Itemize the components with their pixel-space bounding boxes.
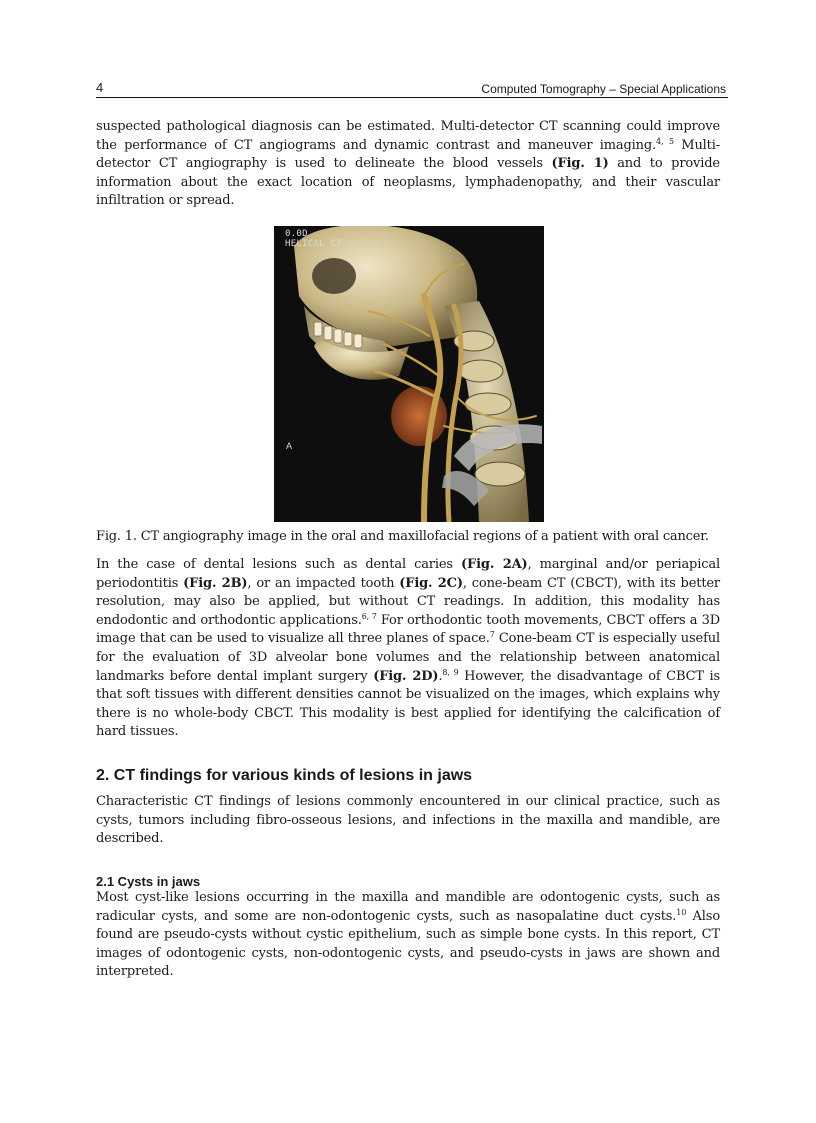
citation-ref: 10: [676, 907, 687, 917]
text-run: Most cyst-like lesions occurring in the maxilla and mandible are odontogenic cysts, such as radicular cysts, and some are non-odontogenic cysts, such as nasopalatine duct cysts.: [96, 890, 720, 924]
text-run: , cone-beam CT (CBCT), with its better resolution, may also be applied, but without CT readings. In addition, this modality has endodontic and orthodontic applications.: [96, 575, 720, 628]
page-number: 4: [96, 80, 104, 95]
text-run: , marginal and/or periapical periodontitis: [96, 557, 720, 591]
paragraph-cysts: [96, 889, 720, 982]
figure-overlay-label: 0.0D: [285, 229, 308, 239]
text-run: and to provide information about the exact location of neoplasms, lymphadenopathy, and their vascular infiltration or spread.: [96, 156, 720, 209]
running-header: [96, 80, 728, 98]
text-run: In the case of dental lesions such as dental caries: [96, 557, 462, 572]
figure-reference: (Fig. 2D): [373, 668, 439, 684]
section-2-heading: 2. CT findings for various kinds of lesions in jaws: [96, 767, 473, 784]
text-run: .: [438, 668, 443, 684]
citation-ref: 8, 9: [442, 667, 459, 677]
text-run: suspected pathological diagnosis can be estimated. Multi-detector CT scanning could improve the performance of CT angiograms and dynamic contrast and maneuver imaging.: [96, 119, 720, 153]
citation-ref: 7: [489, 630, 495, 640]
text-run: Cone-beam CT is especially useful for the evaluation of 3D alveolar bone volumes and the relationship between anatomical landmarks before dental implant surgery: [96, 631, 720, 684]
citation-ref: 4, 5: [656, 136, 675, 146]
figure-1-caption: Fig. 1. CT angiography image in the oral and maxillofacial regions of a patient with oral cancer.: [96, 529, 709, 544]
figure-reference: (Fig. 2B): [183, 575, 248, 591]
text-run: However, the disadvantage of CBCT is that soft tissues with different densities cannot be visualized on the images, which explains why there is no whole-body CBCT. This modality is best applied for identifying the calcification of hard tissues.: [96, 668, 720, 740]
paragraph-cbct: [96, 556, 720, 742]
figure-orientation-marker: A: [286, 441, 293, 451]
figure-reference: (Fig. 2A): [461, 557, 528, 572]
text-run: , or an impacted tooth: [247, 575, 400, 591]
citation-ref: 6, 7: [361, 611, 377, 621]
figure-reference: (Fig. 1): [551, 156, 609, 172]
text-run: Multi-detector CT angiography is used to delineate the blood vessels: [96, 137, 721, 172]
ct-angiography-skull-image: [274, 226, 544, 522]
figure-overlay-label: HELICAL CT: [285, 239, 343, 249]
text-run: For orthodontic tooth movements, CBCT offers a 3D image that can be used to visualize all three planes of space.: [96, 612, 721, 647]
text-run: Also found are pseudo-cysts without cystic epithelium, such as simple bone cysts. In this report, CT images of odontogenic cysts, non-odontogenic cysts, and pseudo-cysts in jaws are shown and interpreted.: [96, 908, 720, 980]
figure-1-ct-angiography: [274, 226, 544, 522]
figure-reference: (Fig. 2C): [399, 575, 463, 591]
paragraph-section-2: Characteristic CT findings of lesions commonly encountered in our clinical practice, such as cysts, tumors including fibro-osseous lesions, and infections in the maxilla and mandible, are described.: [96, 794, 720, 847]
paragraph-intro: [96, 118, 720, 211]
section-2-1-heading: 2.1 Cysts in jaws: [96, 874, 201, 889]
running-title: Computed Tomography – Special Applications: [481, 82, 726, 96]
